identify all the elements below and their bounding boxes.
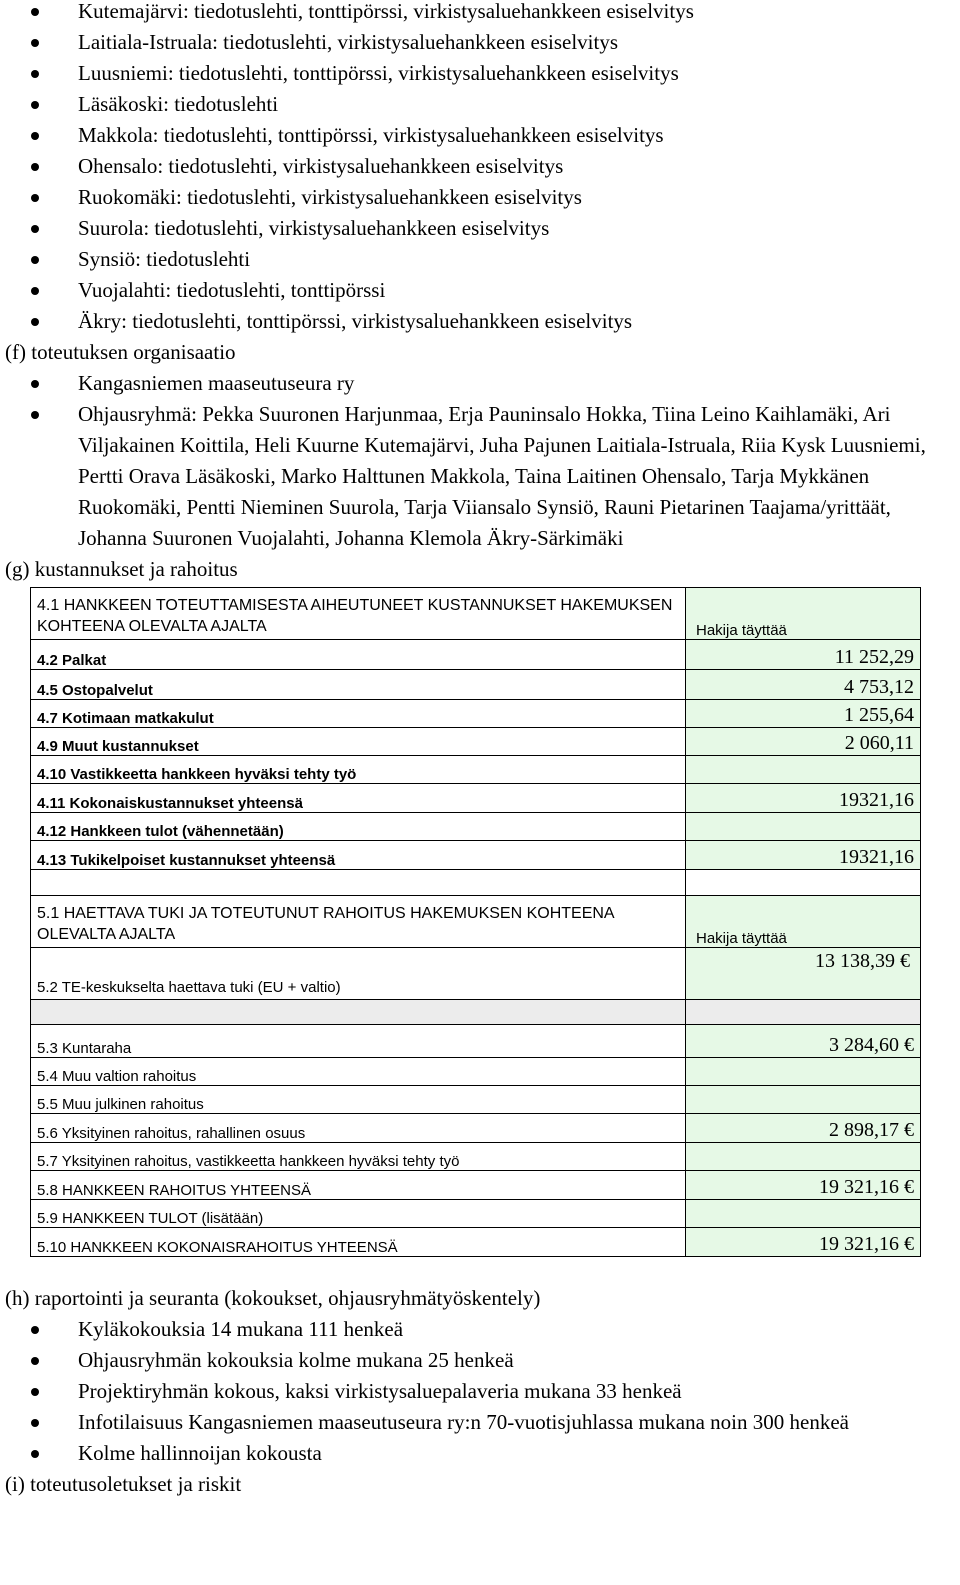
table-row — [31, 1143, 921, 1171]
row-value: 3 284,60 € — [686, 1025, 921, 1058]
list-item: Kyläkokouksia 14 mukana 111 henkeä — [0, 1314, 952, 1345]
table-row — [31, 670, 921, 700]
row-value: 19321,16 — [686, 784, 921, 813]
row-value — [686, 756, 921, 784]
row-value — [686, 1143, 921, 1171]
list-item: Vuojalahti: tiedotuslehti, tonttipörssi — [0, 275, 952, 306]
row-label: 5.2 TE-keskukselta haettava tuki (EU + valtio) — [31, 948, 686, 1000]
funding-table-header: 5.1 HAETTAVA TUKI JA TOTEUTUNUT RAHOITUS HAKEMUKSEN KOHTEENA OLEVALTA AJALTA — [31, 896, 686, 948]
row-label: 5.7 Yksityinen rahoitus, vastikkeetta hankkeen hyväksi tehty työ — [31, 1143, 686, 1171]
row-label: 4.7 Kotimaan matkakulut — [31, 700, 686, 728]
row-value: 2 060,11 — [686, 728, 921, 756]
table-row — [31, 756, 921, 784]
list-item: Projektiryhmän kokous, kaksi virkistysaluepalaveria mukana 33 henkeä — [0, 1376, 952, 1407]
table-row — [31, 1114, 921, 1143]
row-label: 4.9 Muut kustannukset — [31, 728, 686, 756]
row-value: 19321,16 — [686, 841, 921, 870]
row-label: 4.5 Ostopalvelut — [31, 670, 686, 700]
bullet-icon — [31, 411, 39, 419]
spacer-cell — [686, 1000, 921, 1025]
table-row — [31, 896, 921, 948]
list-item: Kolme hallinnoijan kokousta — [0, 1438, 952, 1469]
bullet-icon — [31, 225, 39, 233]
list-item: Ohjausryhmä: Pekka Suuronen Harjunmaa, Erja Pauninsalo Hokka, Tiina Leino Kaihlamäki, Ari Viljakainen Koittila, Heli Kuurne Kutemajärvi, Juha Pajunen Laitiala-Istruala, Riia Kysk Luusniemi, Pertti Orava Läsäkoski, Marko Halttunen Makkola, Taina Laitinen Ohensalo, Tarja Mykkänen Ruokomäki, Pentti Nieminen Suurola, Tarja Viiansalo Synsiö, Rauni Pietarinen Taajama/yrittäät, Johanna Suuronen Vuojalahti, Johanna Klemola Äkry-Särkimäki — [0, 399, 942, 554]
organisation-list — [0, 368, 960, 554]
list-item: Infotilaisuus Kangasniemen maaseutuseura ry:n 70-vuotisjuhlassa mukana noin 300 henkeä — [0, 1407, 952, 1438]
row-value — [686, 1058, 921, 1086]
spacer-cell — [31, 1000, 686, 1025]
bullet-icon — [31, 380, 39, 388]
row-label: 4.10 Vastikkeetta hankkeen hyväksi tehty työ — [31, 756, 686, 784]
row-value: 4 753,12 — [686, 670, 921, 700]
list-item: Ohjausryhmän kokouksia kolme mukana 25 henkeä — [0, 1345, 952, 1376]
row-value: 19 321,16 € — [686, 1171, 921, 1200]
row-label: 5.6 Yksityinen rahoitus, rahallinen osuus — [31, 1114, 686, 1143]
table-row — [31, 728, 921, 756]
bullet-icon — [31, 163, 39, 171]
bullet-icon — [31, 8, 39, 16]
table-row — [31, 1086, 921, 1114]
row-label: 5.10 HANKKEEN KOKONAISRAHOITUS YHTEENSÄ — [31, 1228, 686, 1257]
table-row — [31, 1025, 921, 1058]
bullet-icon — [31, 1450, 39, 1458]
hakija-label: Hakija täyttää — [686, 896, 921, 948]
bullet-icon — [31, 1326, 39, 1334]
bullet-icon — [31, 1388, 39, 1396]
list-item: Läsäkoski: tiedotuslehti — [0, 89, 952, 120]
table-row — [31, 588, 921, 640]
row-label: 5.8 HANKKEEN RAHOITUS YHTEENSÄ — [31, 1171, 686, 1200]
row-value — [686, 1086, 921, 1114]
village-list — [0, 0, 960, 337]
row-label: 4.11 Kokonaiskustannukset yhteensä — [31, 784, 686, 813]
row-value: 19 321,16 € — [686, 1228, 921, 1257]
section-heading-h: (h) raportointi ja seuranta (kokoukset, ohjausryhmätyöskentely) — [5, 1286, 541, 1310]
table-row — [31, 1171, 921, 1200]
table-row — [31, 700, 921, 728]
table-row — [31, 948, 921, 1000]
list-item: Synsiö: tiedotuslehti — [0, 244, 952, 275]
costs-table-header: 4.1 HANKKEEN TOTEUTTAMISESTA AIHEUTUNEET KUSTANNUKSET HAKEMUKSEN KOHTEENA OLEVALTA AJALTA — [31, 588, 686, 640]
bullet-icon — [31, 70, 39, 78]
list-item: Suurola: tiedotuslehti, virkistysaluehankkeen esiselvitys — [0, 213, 952, 244]
reporting-list — [0, 1314, 960, 1469]
row-value: 2 898,17 € — [686, 1114, 921, 1143]
section-heading-g: (g) kustannukset ja rahoitus — [5, 557, 238, 581]
row-value — [686, 813, 921, 841]
list-item: Ruokomäki: tiedotuslehti, virkistysaluehankkeen esiselvitys — [0, 182, 952, 213]
row-value — [686, 1200, 921, 1228]
row-value: 1 255,64 — [686, 700, 921, 728]
row-value: 13 138,39 € — [686, 948, 921, 1000]
costs-table — [30, 587, 921, 1257]
bullet-icon — [31, 256, 39, 264]
list-item: Laitiala-Istruala: tiedotuslehti, virkistysaluehankkeen esiselvitys — [0, 27, 952, 58]
table-row — [31, 1228, 921, 1257]
table-row — [31, 841, 921, 870]
list-item: Makkola: tiedotuslehti, tonttipörssi, virkistysaluehankkeen esiselvitys — [0, 120, 952, 151]
row-value: 11 252,29 — [686, 640, 921, 670]
row-label: 5.9 HANKKEEN TULOT (lisätään) — [31, 1200, 686, 1228]
row-label: 4.2 Palkat — [31, 640, 686, 670]
hakija-label: Hakija täyttää — [686, 588, 921, 640]
list-item: Luusniemi: tiedotuslehti, tonttipörssi, virkistysaluehankkeen esiselvitys — [0, 58, 952, 89]
table-row — [31, 870, 921, 896]
list-item: Äkry: tiedotuslehti, tonttipörssi, virkistysaluehankkeen esiselvitys — [0, 306, 952, 337]
row-label: 5.3 Kuntaraha — [31, 1025, 686, 1058]
bullet-icon — [31, 1357, 39, 1365]
section-heading-i: (i) toteutusoletukset ja riskit — [5, 1472, 242, 1496]
table-row — [31, 640, 921, 670]
list-item: Ohensalo: tiedotuslehti, virkistysaluehankkeen esiselvitys — [0, 151, 952, 182]
bullet-icon — [31, 1419, 39, 1427]
bullet-icon — [31, 287, 39, 295]
spacer-cell — [31, 870, 686, 896]
bullet-icon — [31, 318, 39, 326]
section-heading-f: (f) toteutuksen organisaatio — [5, 340, 236, 364]
table-row — [31, 784, 921, 813]
list-item: Kangasniemen maaseutuseura ry — [0, 368, 952, 399]
table-row — [31, 1000, 921, 1025]
bullet-icon — [31, 132, 39, 140]
table-row — [31, 1200, 921, 1228]
row-label: 5.5 Muu julkinen rahoitus — [31, 1086, 686, 1114]
table-row — [31, 813, 921, 841]
row-label: 5.4 Muu valtion rahoitus — [31, 1058, 686, 1086]
bullet-icon — [31, 194, 39, 202]
spacer-cell — [686, 870, 921, 896]
list-item: Kutemajärvi: tiedotuslehti, tonttipörssi, virkistysaluehankkeen esiselvitys — [0, 0, 952, 27]
bullet-icon — [31, 39, 39, 47]
table-row — [31, 1058, 921, 1086]
bullet-icon — [31, 101, 39, 109]
row-label: 4.13 Tukikelpoiset kustannukset yhteensä — [31, 841, 686, 870]
row-label: 4.12 Hankkeen tulot (vähennetään) — [31, 813, 686, 841]
